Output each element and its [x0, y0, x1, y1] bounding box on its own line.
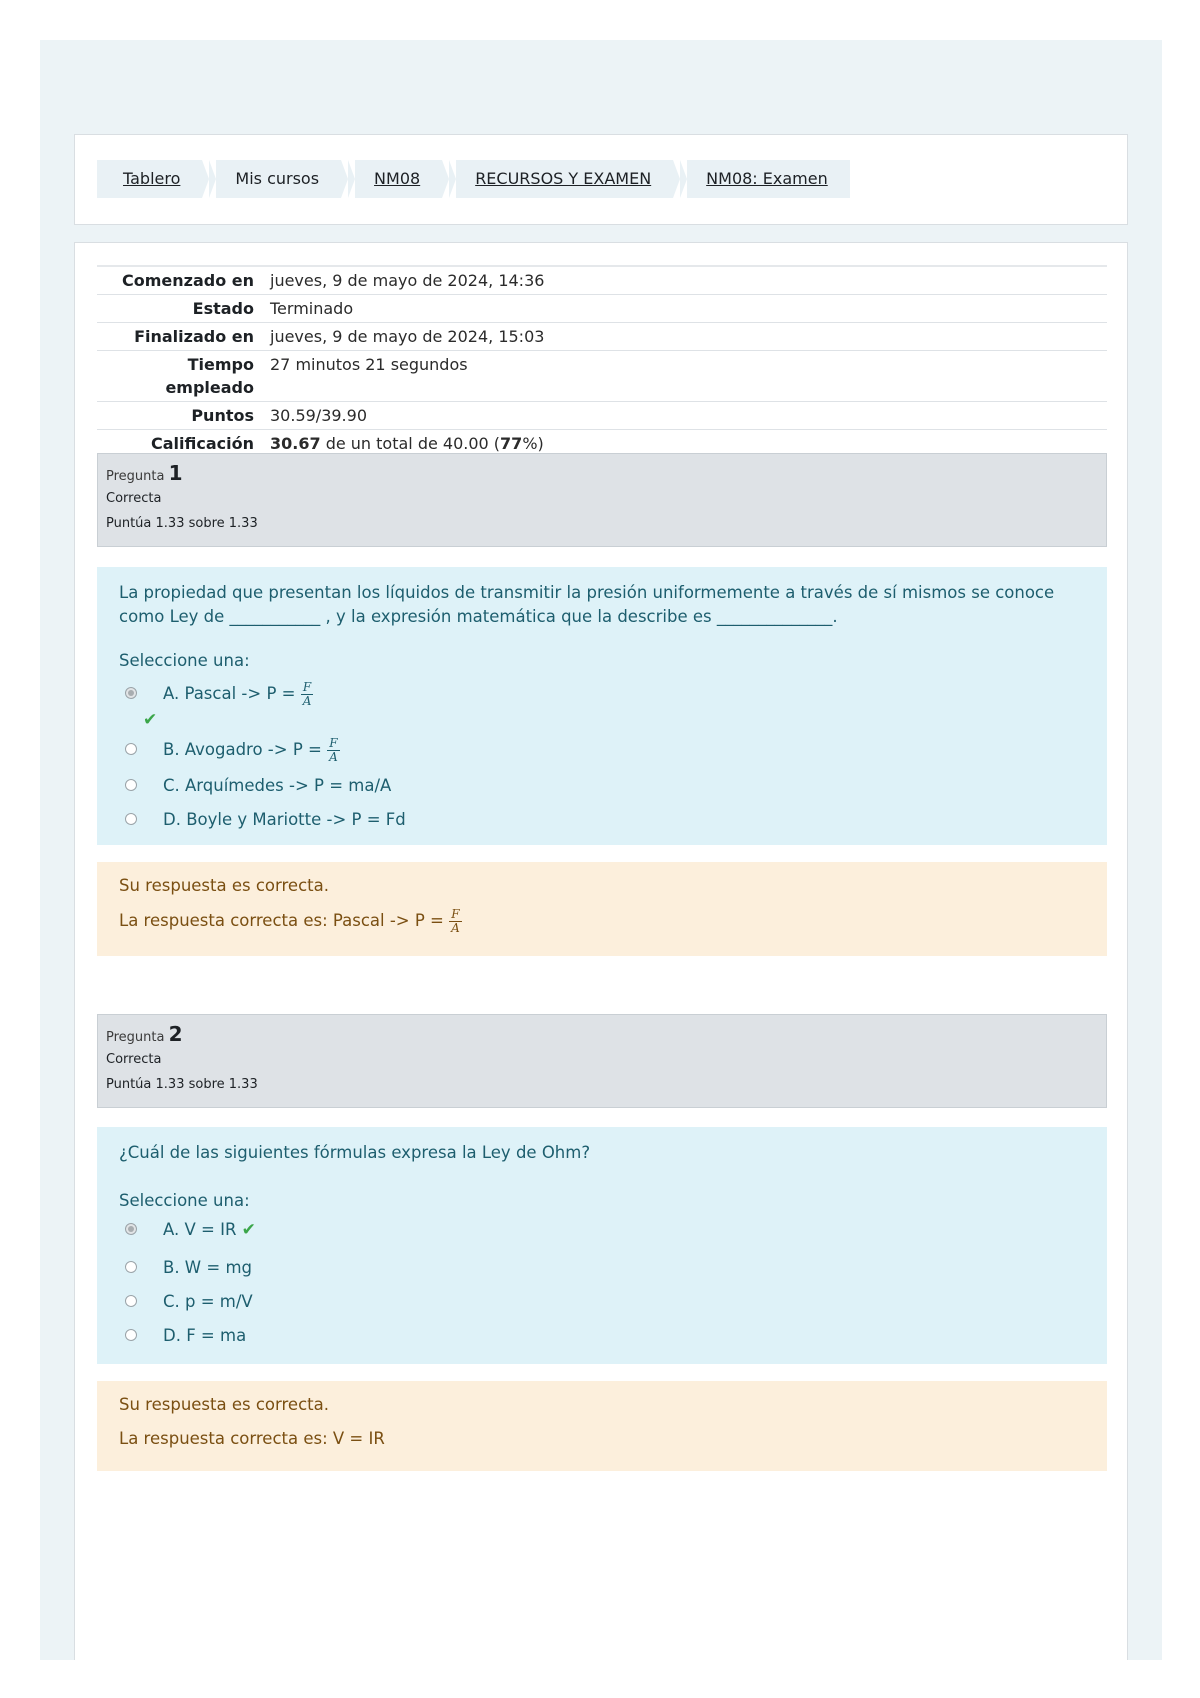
radio-button[interactable] [125, 1295, 137, 1307]
answer-option-b[interactable] [119, 733, 1085, 769]
question-number-value: 1 [168, 461, 183, 485]
radio-button[interactable] [125, 743, 137, 755]
summary-label: Puntos [97, 402, 270, 430]
right-answer-text: La respuesta correcta es: Pascal -> P = [119, 911, 450, 930]
question-status: Correcta [106, 491, 162, 506]
fraction-numerator: F [449, 908, 462, 922]
question-number-value: 2 [168, 1022, 183, 1046]
correct-check-icon: ✔ [143, 710, 158, 730]
select-prompt: Seleccione una: [119, 651, 250, 670]
answer-option-a[interactable] [119, 677, 1085, 733]
fraction-numerator: F [327, 737, 340, 751]
summary-value: 27 minutos 21 segundos [270, 351, 1107, 402]
feedback-right-answer [119, 908, 1085, 935]
feedback-result: Su respuesta es correcta. [119, 1395, 329, 1414]
breadcrumb-item-recursos[interactable] [449, 160, 673, 198]
question-number [106, 1022, 1098, 1046]
question-status: Correcta [106, 1052, 162, 1067]
option-text: A. Pascal -> P = [163, 684, 301, 703]
breadcrumb-link-nm08[interactable]: NM08 [374, 169, 421, 188]
answer-option-d[interactable] [119, 1319, 1085, 1353]
question-2-formulation [97, 1127, 1107, 1364]
answer-option-d[interactable] [119, 803, 1085, 837]
option-label: C. Arquímedes -> P = ma/A [163, 776, 392, 795]
breadcrumb-link-tablero[interactable]: Tablero [123, 169, 181, 188]
fraction-denominator: A [302, 694, 312, 708]
answer-option-a[interactable] [119, 1217, 1085, 1251]
question-prefix: Pregunta [106, 1030, 165, 1045]
fraction-denominator: A [451, 921, 460, 935]
fraction [301, 681, 314, 708]
breadcrumb-card [74, 134, 1128, 225]
summary-row-state [97, 295, 1107, 323]
summary-value: jueves, 9 de mayo de 2024, 15:03 [270, 323, 1107, 351]
summary-value: 30.59/39.90 [270, 402, 1107, 430]
question-prefix: Pregunta [106, 469, 165, 484]
option-label: D. F = ma [163, 1326, 247, 1345]
grade-score: 30.67 [270, 434, 321, 453]
option-label [163, 733, 340, 767]
feedback-result: Su respuesta es correcta. [119, 876, 329, 895]
breadcrumb-link-recursos[interactable]: RECURSOS Y EXAMEN [475, 169, 652, 188]
grade-percent: 77 [500, 434, 523, 453]
answer-option-c[interactable] [119, 1285, 1085, 1319]
radio-button[interactable] [125, 813, 137, 825]
summary-label: Finalizado en [97, 323, 270, 351]
option-label [163, 1213, 256, 1247]
summary-value: jueves, 9 de mayo de 2024, 14:36 [270, 266, 1107, 295]
option-label [163, 677, 313, 711]
fraction-numerator: F [301, 681, 314, 695]
radio-button[interactable] [125, 1261, 137, 1273]
summary-label: Tiempo empleado [97, 351, 270, 402]
answer-option-c[interactable] [119, 769, 1085, 803]
summary-label: Calificación [97, 430, 270, 458]
summary-row-points [97, 402, 1107, 430]
grade-rest: de un total de 40.00 ( [320, 434, 501, 453]
option-text: B. Avogadro -> P = [163, 740, 328, 759]
question-score: Puntúa 1.33 sobre 1.33 [106, 516, 258, 531]
select-prompt: Seleccione una: [119, 1191, 250, 1210]
summary-label: Estado [97, 295, 270, 323]
fraction [449, 908, 462, 935]
grade-end: %) [522, 434, 544, 453]
summary-value: Terminado [270, 295, 1107, 323]
breadcrumb-link-examen[interactable]: NM08: Examen [706, 169, 828, 188]
question-text: La propiedad que presentan los líquidos de transmitir la presión uniformemente a través de sí mismos se conoce como Ley de ___________ , y la expresión matemática que la describe es ______________. [119, 583, 1055, 626]
question-1-info [97, 453, 1107, 547]
question-1-formulation [97, 567, 1107, 845]
radio-button[interactable] [125, 1223, 137, 1235]
fraction-denominator: A [329, 750, 338, 764]
radio-button[interactable] [125, 779, 137, 791]
question-number [106, 461, 1098, 485]
answer-option-b[interactable] [119, 1251, 1085, 1285]
option-label: C. p = m/V [163, 1292, 253, 1311]
option-label: D. Boyle y Mariotte -> P = Fd [163, 810, 406, 829]
radio-button[interactable] [125, 1329, 137, 1341]
radio-button[interactable] [125, 687, 137, 699]
attempt-review-card [74, 242, 1128, 1660]
question-2-feedback [97, 1381, 1107, 1471]
option-text: A. V = IR [163, 1220, 237, 1239]
summary-row-started [97, 266, 1107, 295]
attempt-summary-table [97, 265, 1107, 457]
breadcrumb [97, 160, 850, 198]
option-label: B. W = mg [163, 1258, 252, 1277]
breadcrumb-text-mis-cursos: Mis cursos [235, 169, 320, 188]
summary-label: Comenzado en [97, 266, 270, 295]
question-text: ¿Cuál de las siguientes fórmulas expresa la Ley de Ohm? [119, 1143, 591, 1162]
question-score: Puntúa 1.33 sobre 1.33 [106, 1077, 258, 1092]
fraction [327, 737, 340, 764]
breadcrumb-item-mis-cursos [209, 160, 341, 198]
feedback-right-answer: La respuesta correcta es: V = IR [119, 1429, 385, 1448]
breadcrumb-item-tablero[interactable] [97, 160, 202, 198]
question-2-info [97, 1014, 1107, 1108]
summary-row-time [97, 351, 1107, 402]
question-1-feedback [97, 862, 1107, 956]
breadcrumb-item-examen[interactable] [680, 160, 850, 198]
breadcrumb-item-nm08[interactable] [348, 160, 442, 198]
summary-row-finished [97, 323, 1107, 351]
correct-check-icon: ✔ [241, 1220, 256, 1240]
